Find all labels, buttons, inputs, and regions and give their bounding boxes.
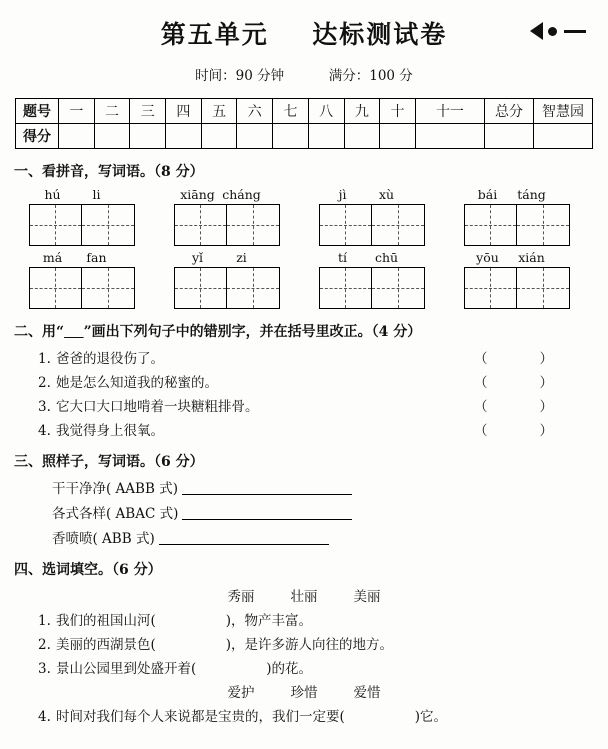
time-limit: 时间：90 分钟 <box>195 68 285 84</box>
score-table-col-4: 四 <box>166 99 202 124</box>
pinyin-syllable: yōu <box>476 250 499 265</box>
list-item <box>14 609 594 629</box>
pinyin-syllable: xián <box>518 250 545 265</box>
item-text: 爸爸的退役伤了。 <box>56 351 164 367</box>
section-3-list <box>14 477 594 547</box>
pinyin-syllable: xù <box>378 187 395 202</box>
score-cell-8[interactable] <box>308 124 344 149</box>
score-cell-total[interactable] <box>485 124 534 149</box>
pinyin-cell-6 <box>170 250 294 309</box>
pattern-example: 香喷喷( ABB 式) <box>52 531 155 547</box>
answer-line[interactable] <box>182 481 352 495</box>
underline-mark <box>64 324 84 340</box>
writing-grid[interactable] <box>174 204 280 246</box>
pinyin-syllable: táng <box>517 187 546 202</box>
word-bank-item: 爱惜 <box>353 685 381 701</box>
title-unit: 第五单元 <box>160 20 269 49</box>
section-3-title: 三、照样子，写词语。（6 分） <box>14 454 204 470</box>
pinyin-syllable: bái <box>477 187 498 202</box>
list-item <box>14 657 594 677</box>
word-bank-item: 珍惜 <box>290 685 318 701</box>
pinyin-cell-4 <box>460 187 584 246</box>
triangle-icon <box>530 22 543 40</box>
section-2-title-mid: ”画出下列句子中的错别字，并在括号里改正。（4 分） <box>83 324 422 340</box>
item-text: 我觉得身上很氧。 <box>56 423 164 439</box>
item-number: 4. <box>38 709 51 725</box>
score-cell-2[interactable] <box>94 124 130 149</box>
dot-icon <box>548 27 557 36</box>
word-bank-item: 壮丽 <box>290 589 318 605</box>
item-number: 1. <box>38 351 51 367</box>
section-2-list <box>14 347 594 439</box>
score-table-col-wisdom: 智慧园 <box>534 99 593 124</box>
bar-icon <box>564 30 586 33</box>
item-number: 2. <box>38 637 51 653</box>
word-bank-item: 爱护 <box>227 685 255 701</box>
word-bank-item: 美丽 <box>353 589 381 605</box>
pinyin-text-4 <box>460 187 584 202</box>
score-table-col-6: 六 <box>237 99 273 124</box>
pinyin-syllable: cháng <box>222 187 261 202</box>
item-text: 时间对我们每个人来说都是宝贵的，我们一定要( )它。 <box>56 709 448 725</box>
item-number: 4. <box>38 423 51 439</box>
table-row-header <box>16 99 593 124</box>
score-cell-7[interactable] <box>273 124 309 149</box>
score-table-col-8: 八 <box>308 99 344 124</box>
section-4-list-1 <box>14 609 594 677</box>
score-cell-wisdom[interactable] <box>534 124 593 149</box>
score-table <box>15 98 593 149</box>
title-name: 达标测试卷 <box>312 20 448 49</box>
answer-parentheses[interactable]: （ ） <box>474 399 553 415</box>
item-number: 2. <box>38 375 51 391</box>
pinyin-cell-3 <box>315 187 439 246</box>
pinyin-row-2 <box>14 250 594 309</box>
answer-parentheses[interactable]: （ ） <box>474 351 553 367</box>
pinyin-syllable: jì <box>338 187 347 202</box>
full-score: 满分：100 分 <box>328 68 413 84</box>
score-table-row-label-number: 题号 <box>16 99 59 124</box>
pinyin-syllable: hú <box>44 187 61 202</box>
pinyin-syllable: chū <box>374 250 399 265</box>
pinyin-text-1 <box>25 187 149 202</box>
list-item <box>14 347 594 367</box>
pattern-example: 干干净净( AABB 式) <box>52 481 178 497</box>
item-number: 3. <box>38 399 51 415</box>
item-number: 3. <box>38 661 51 677</box>
writing-grid[interactable] <box>174 267 280 309</box>
score-table-col-2: 二 <box>94 99 130 124</box>
answer-line[interactable] <box>159 531 329 545</box>
list-item <box>14 371 594 391</box>
score-cell-10[interactable] <box>380 124 416 149</box>
page-title <box>0 8 608 62</box>
score-table-col-5: 五 <box>201 99 237 124</box>
score-table-col-1: 一 <box>59 99 95 124</box>
pinyin-syllable: zi <box>236 250 247 265</box>
section-2-title <box>14 321 594 341</box>
score-table-col-7: 七 <box>273 99 309 124</box>
item-number: 1. <box>38 613 51 629</box>
answer-parentheses[interactable]: （ ） <box>474 423 553 439</box>
word-bank-1 <box>14 585 594 605</box>
pinyin-text-5 <box>25 250 149 265</box>
exam-meta <box>0 64 608 84</box>
writing-grid[interactable] <box>464 267 570 309</box>
section-4-title: 四、选词填空。（6 分） <box>14 562 162 578</box>
score-cell-4[interactable] <box>166 124 202 149</box>
score-cell-6[interactable] <box>237 124 273 149</box>
section-2-title-pre: 二、用“ <box>14 324 65 340</box>
section-1-title: 一、看拼音，写词语。（8 分） <box>14 164 204 180</box>
pinyin-syllable: xiāng <box>180 187 215 202</box>
pinyin-syllable: li <box>92 187 101 202</box>
score-table-col-3: 三 <box>130 99 166 124</box>
exam-paper-page <box>0 8 608 749</box>
score-cell-9[interactable] <box>344 124 380 149</box>
pinyin-text-8 <box>460 250 584 265</box>
score-table-row-label-score: 得分 <box>16 124 59 149</box>
score-table-col-10: 十 <box>380 99 416 124</box>
score-cell-11[interactable] <box>415 124 484 149</box>
pinyin-row-1 <box>14 187 594 246</box>
pinyin-cell-2 <box>170 187 294 246</box>
pinyin-syllable: tí <box>337 250 348 265</box>
answer-parentheses[interactable]: （ ） <box>474 375 553 391</box>
writing-grid[interactable] <box>29 204 135 246</box>
list-item <box>14 705 594 725</box>
title-row <box>0 8 608 62</box>
writing-grid[interactable] <box>319 267 425 309</box>
pinyin-cell-7 <box>315 250 439 309</box>
pinyin-cell-8 <box>460 250 584 309</box>
word-bank-item: 秀丽 <box>227 589 255 605</box>
pattern-example: 各式各样( ABAC 式) <box>52 506 179 522</box>
pinyin-syllable: má <box>42 250 63 265</box>
pinyin-syllable: fan <box>86 250 107 265</box>
item-text: 它大口大口地啃着一块糖粗排骨。 <box>56 399 259 415</box>
writing-grid[interactable] <box>29 267 135 309</box>
title-decoration <box>530 22 586 40</box>
pinyin-text-6 <box>170 250 294 265</box>
list-item <box>14 633 594 653</box>
writing-grid[interactable] <box>464 204 570 246</box>
writing-grid[interactable] <box>319 204 425 246</box>
pinyin-text-2 <box>170 187 294 202</box>
score-cell-5[interactable] <box>201 124 237 149</box>
pinyin-cell-1 <box>25 187 149 246</box>
item-text: 她是怎么知道我的秘蜜的。 <box>56 375 218 391</box>
word-bank-2 <box>14 681 594 701</box>
pinyin-text-3 <box>315 187 439 202</box>
item-text: 美丽的西湖景色( )，是许多游人向往的地方。 <box>56 637 394 653</box>
list-item <box>14 502 594 522</box>
score-table-col-11: 十一 <box>415 99 484 124</box>
pinyin-text-7 <box>315 250 439 265</box>
pinyin-cell-5 <box>25 250 149 309</box>
table-row-scores <box>16 124 593 149</box>
list-item <box>14 395 594 415</box>
item-text: 我们的祖国山河( )，物产丰富。 <box>56 613 313 629</box>
score-table-col-9: 九 <box>344 99 380 124</box>
list-item <box>14 527 594 547</box>
list-item <box>14 477 594 497</box>
score-cell-3[interactable] <box>130 124 166 149</box>
answer-line[interactable] <box>182 506 352 520</box>
section-4-list-2 <box>14 705 594 725</box>
score-table-col-total: 总分 <box>485 99 534 124</box>
list-item <box>14 419 594 439</box>
item-text: 景山公园里到处盛开着( )的花。 <box>56 661 313 677</box>
pinyin-syllable: yǐ <box>191 250 204 265</box>
score-cell-1[interactable] <box>59 124 95 149</box>
